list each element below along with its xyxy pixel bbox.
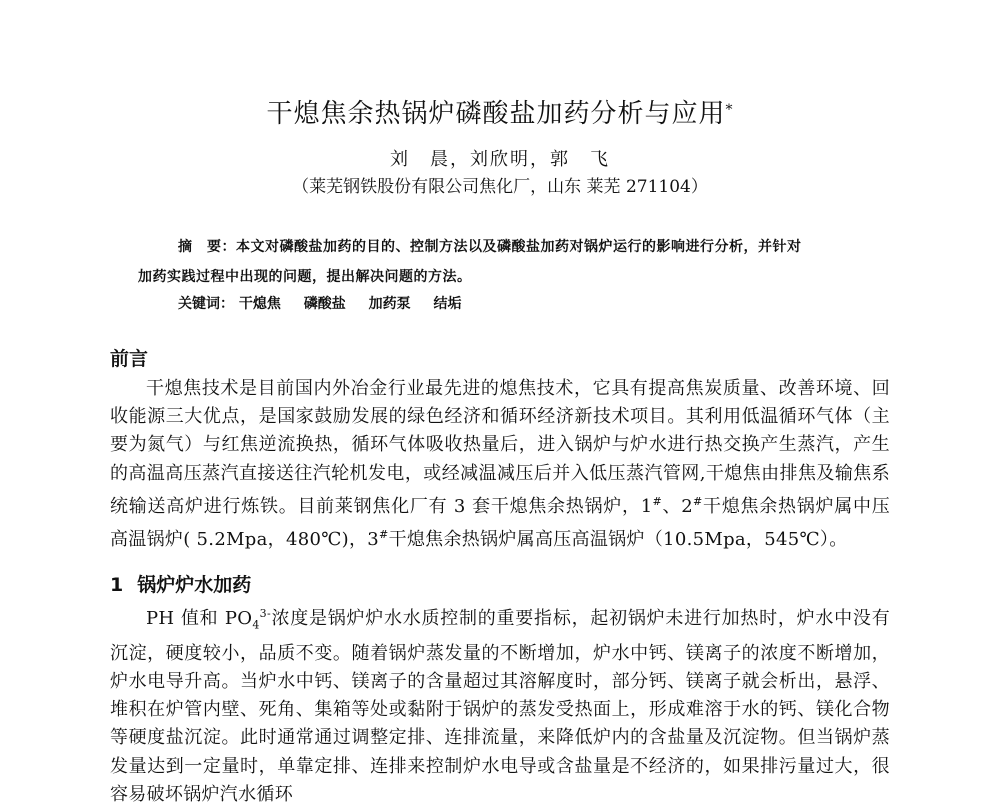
section-heading-1 bbox=[110, 572, 251, 598]
formula-subscript: 4 bbox=[252, 618, 260, 632]
intro-text: 干熄焦技术是目前国内外冶金行业最先进的熄焦技术，它具有提高焦炭质量、改善环境、回收能源三大优点，是国家鼓励发展的绿色经济和循环经济新技术项目。其利用低温循环气体（主要为氮气）与红焦逆流换热，循环气体吸收热量后，进入锅炉与炉水进行热交换产生蒸汽，产生的高温高压蒸汽直接送往汽轮机发电，或经减温减压后并入低压蒸汽管网,干熄焦由排焦及输焦系统输送高炉进行炼铁。目前莱钢焦化厂有 3 套干熄焦余热锅炉，1 bbox=[110, 378, 890, 517]
abstract bbox=[138, 232, 878, 292]
title-footnote-mark: * bbox=[725, 102, 734, 118]
boiler-number-mark: # bbox=[652, 494, 663, 508]
intro-text-2: 干熄焦余热锅炉属中压高温锅炉( 5.2Mpa，480℃)，3 bbox=[110, 495, 890, 551]
keyword-item: 加药泵 bbox=[368, 296, 411, 312]
abstract-line-1 bbox=[138, 232, 878, 262]
intro-paragraph bbox=[110, 375, 890, 554]
section1-text: 浓度是锅炉炉水水质控制的重要指标，起初锅炉未进行加热时，炉水中没有沉淀，硬度较小，品质不变。随着锅炉蒸发量的不断增加，炉水中钙、镁离子的浓度不断增加，炉水电导升高。当炉水中钙、镁离子的含量超过其溶解度时，部分钙、镁离子就会析出，悬浮、堆积在炉管内壁、死角、集箱等处或黏附于锅炉的蒸发受热面上，形成难溶于水的钙、镁化合物等硬度盐沉淀。此时通常通过调整定排、连排流量，来降低炉内的含盐量及沉淀物。但当锅炉蒸发量达到一定量时，单靠定排、连排来控制炉水电导或含盐量是不经济的，如果排污量过大，很容易破坏锅炉汽水循环 bbox=[110, 608, 890, 805]
section1-paragraph bbox=[110, 600, 890, 809]
section-number: 1 bbox=[110, 574, 124, 596]
title-text: 干熄焦余热锅炉磷酸盐加药分析与应用 bbox=[266, 99, 726, 129]
keyword-item: 干熄焦 bbox=[238, 296, 281, 312]
boiler-number-mark: # bbox=[693, 494, 703, 508]
section1-pre: PH 值和 PO bbox=[146, 608, 253, 629]
intro-text-3: 干熄焦余热锅炉属高压高温锅炉（10.5Mpa，545℃）。 bbox=[388, 529, 848, 551]
section-heading-intro: 前言 bbox=[110, 348, 149, 370]
affiliation: （莱芜钢铁股份有限公司焦化厂，山东 莱芜 271104） bbox=[292, 177, 708, 197]
boiler-number-mark: # bbox=[379, 528, 389, 542]
abstract-label: 摘 要 bbox=[178, 239, 222, 255]
formula-superscript: 3- bbox=[259, 607, 271, 620]
intro-mid: 、2 bbox=[662, 495, 694, 517]
keyword-item: 结垢 bbox=[433, 296, 462, 312]
paper-title bbox=[0, 97, 1000, 131]
keyword-item: 磷酸盐 bbox=[303, 296, 346, 312]
keywords-label: 关键词： bbox=[178, 296, 234, 312]
author-list: 刘 晨，刘欣明，郭 飞 bbox=[390, 149, 610, 170]
section-title: 锅炉炉水加药 bbox=[137, 574, 252, 596]
abstract-line-2: 加药实践过程中出现的问题，提出解决问题的方法。 bbox=[138, 269, 472, 285]
abstract-text-1: ：本文对磷酸盐加药的目的、控制方法以及磷酸盐加药对锅炉运行的影响进行分析，并针对 bbox=[221, 239, 802, 255]
keywords bbox=[178, 292, 480, 316]
